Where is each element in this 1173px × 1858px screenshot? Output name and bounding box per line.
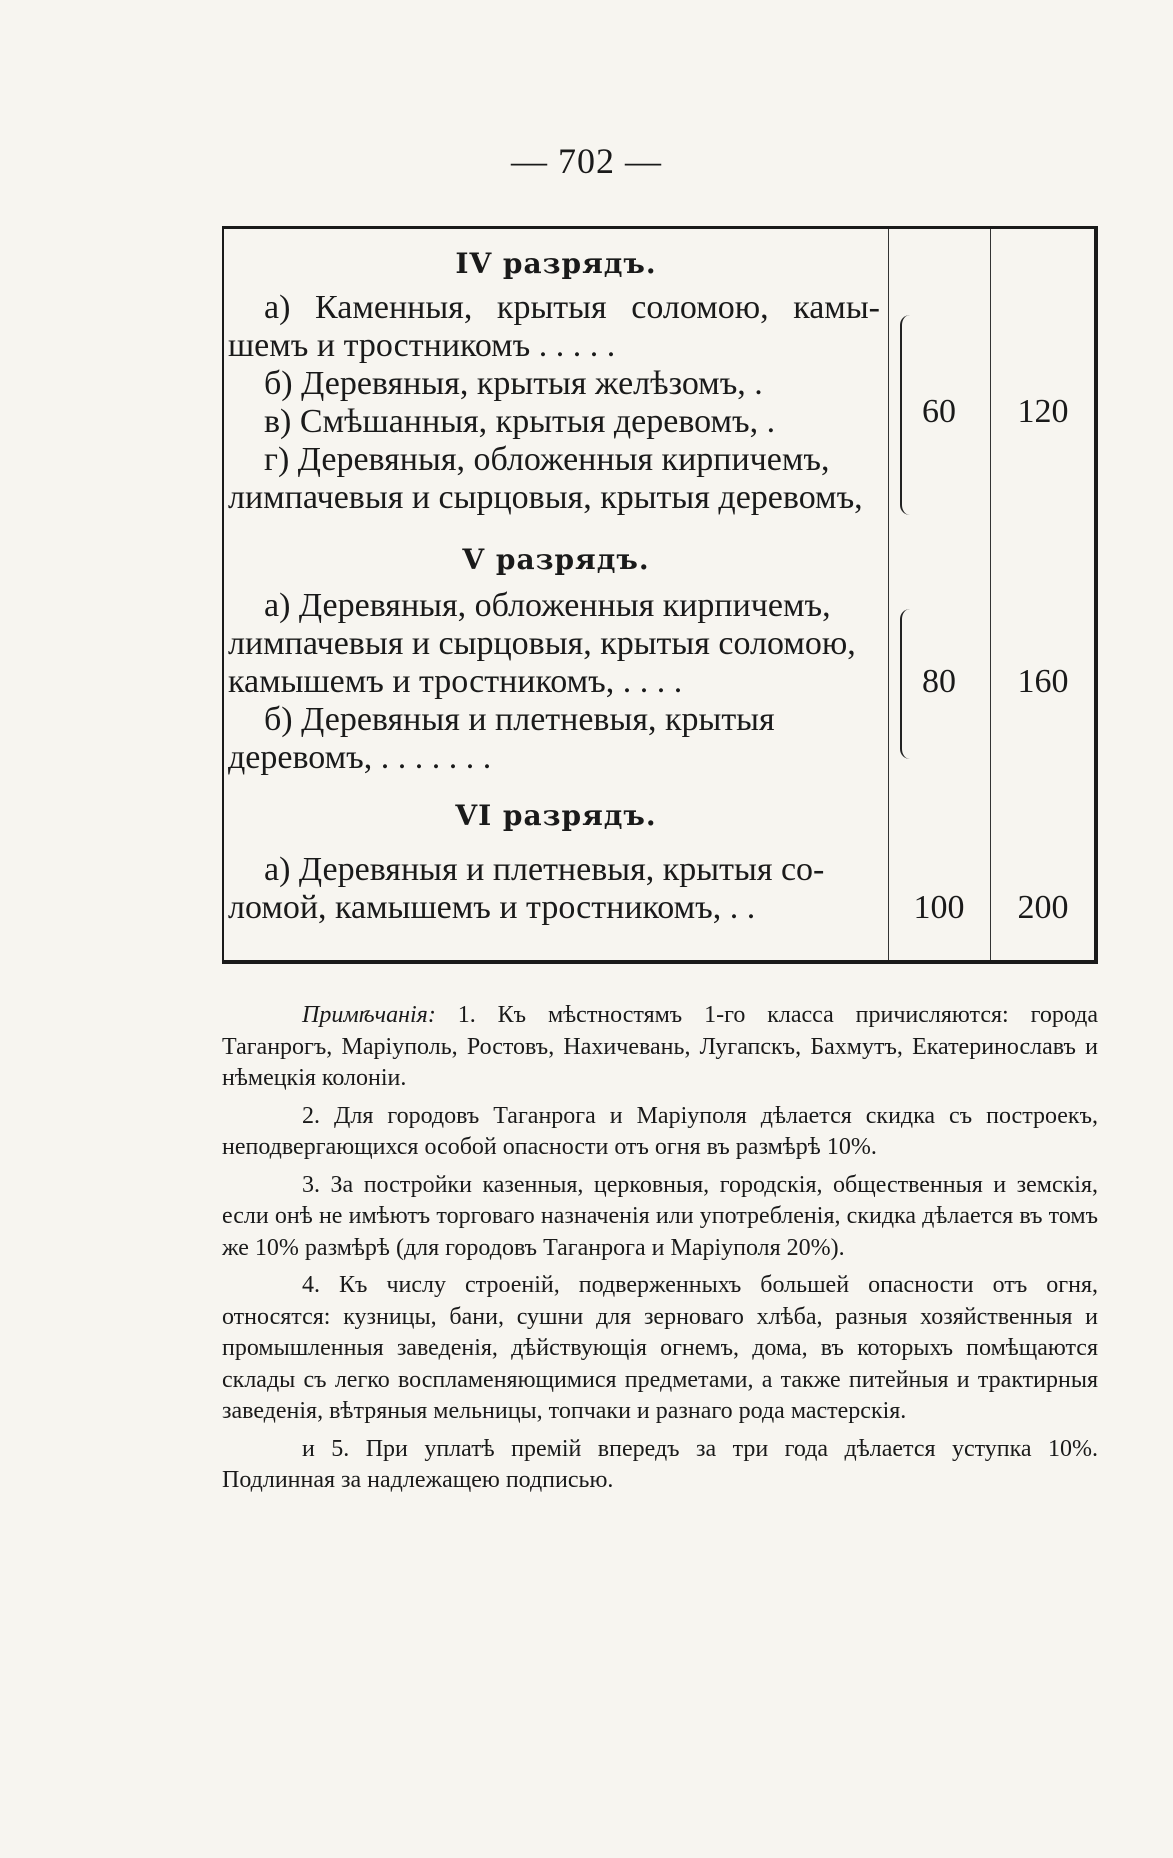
rate-value-1: 60 [922, 393, 956, 430]
table-row-text: шемъ и тростникомъ . . . . . [228, 327, 616, 364]
table-row-text: ломой, камышемъ и тростникомъ, . . [228, 889, 756, 926]
table-row-text: лимпачевыя и сырцовыя, крытыя деревомъ, [228, 479, 863, 516]
column-divider [888, 229, 889, 960]
note-paragraph: 3. За постройки казенныя, церковныя, городскія, общественныя и земскія, если онѣ не имѣютъ торговаго назначенія или употребленія, скидка дѣлается въ томъ же 10% размѣрѣ (для городовъ Таганрога и Маріуполя 20%). [222, 1171, 1098, 1261]
table-row-text: а) Деревяныя и плетневыя, крытыя со- [264, 851, 825, 888]
table-row-text: а) Деревяныя, обложенныя кирпичемъ, [264, 587, 831, 624]
section-heading-v: V разрядъ. [462, 543, 650, 576]
note-paragraph: Примѣчанія: 1. Къ мѣстностямъ 1-го класса причисляются: города Таганрогъ, Маріуполь, Ростовъ, Нахичевань, Лугапскъ, Бахмутъ, Екатеринославъ и нѣмецкія колоніи. [222, 1002, 1099, 1091]
table-row-text: в) Смѣшанныя, крытыя деревомъ, . [264, 403, 776, 440]
note-paragraph: и 5. При уплатѣ премій впередъ за три года дѣлается уступка 10%. Подлинная за надлежащею подписью. [222, 1435, 1098, 1493]
rates-table [222, 226, 1098, 964]
table-row-text: а) Каменныя, крытыя соломою, камы- [264, 289, 880, 326]
notes-section [222, 1000, 1098, 1503]
section-heading-iv: IV разрядъ. [455, 247, 657, 280]
rate-value-2: 160 [1017, 663, 1069, 700]
rate-value-2: 120 [1017, 393, 1069, 430]
page-number: — 702 — [511, 141, 662, 181]
rate-value-2: 200 [1017, 889, 1069, 926]
table-row-text: камышемъ и тростникомъ, . . . . [228, 663, 683, 700]
section-heading-vi: VI разрядъ. [455, 799, 657, 832]
table-row-text: лимпачевыя и сырцовыя, крытыя соломою, [228, 625, 856, 662]
rate-value-1: 100 [913, 889, 965, 926]
rate-value-1: 80 [922, 663, 956, 700]
note-paragraph: 2. Для городовъ Таганрога и Маріуполя дѣлается скидка съ построекъ, неподвергающихся особой опасности отъ огня въ размѣрѣ 10%. [222, 1102, 1098, 1160]
notes-label: Примѣчанія: [302, 1002, 436, 1028]
table-row-text: б) Деревяныя и плетневыя, крытыя [264, 701, 775, 738]
table-row-text: б) Деревяныя, крытыя желѣзомъ, . [264, 365, 763, 402]
column-divider [990, 229, 991, 960]
table-row-text: г) Деревяныя, обложенныя кирпичемъ, [264, 441, 830, 478]
table-row-text: деревомъ, . . . . . . . [228, 739, 492, 776]
note-paragraph: 4. Къ числу строеній, подверженныхъ большей опасности отъ огня, относятся: кузницы, бани, сушни для зерноваго хлѣба, разныя хозяйственныя и промышленныя заведенія, дѣйствующія огнемъ, дома, въ которыхъ помѣщаются склады съ легко воспламеняющимися предметами, а также питейныя и трактирныя заведенія, вѣтряныя мельницы, топчаки и разнаго рода мастерскія. [222, 1272, 1098, 1424]
